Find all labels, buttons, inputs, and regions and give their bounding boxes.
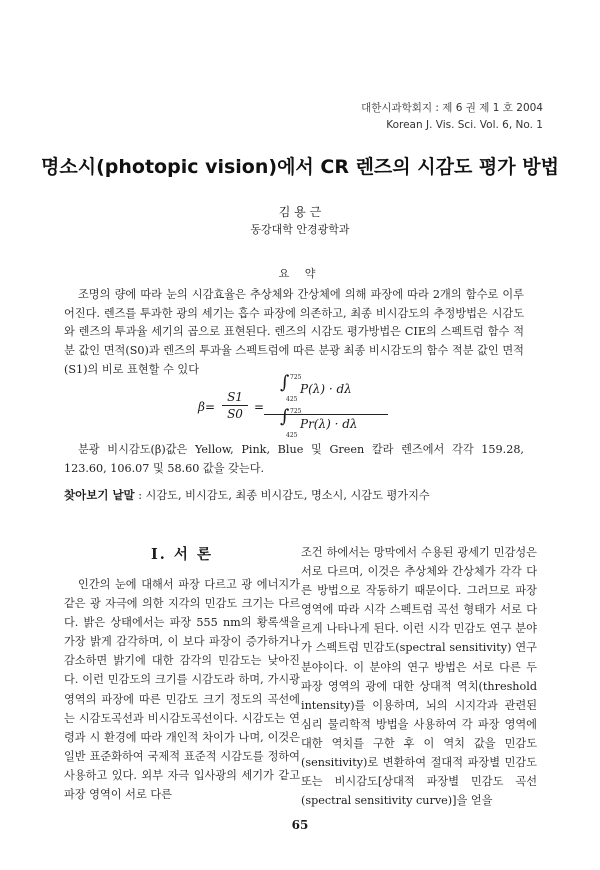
- formula-s1: S1: [227, 390, 243, 404]
- right-column-paragraph: 조건 하에서는 망막에서 수용된 광세기 민감성은 서로 다르며, 이것은 추상체와 간상체가 각각 다른 방법으로 작동하기 때문이다. 그러므로 파장 영역에 따라 시각 스펙트럼 곡선 형태가 서로 다르게 나타나게 된다. 이런 시각 민감도 연구 분야가 스펙트럼 민감도(spectral sensitivity) 연구 분야이다. 이 분야의 연구 방법은 서로 다른 두 파장 영역의 광에 대한 상대적 역치(threshold intensity)를 이용하며, 뇌의 시지각과 관련된 심리 물리학적 방법을 사용하여 각 파장 영역에 대한 역치를 구한 후 이 역치 값을 민감도(sensitivity)로 변환하여 절대적 파장별 민감도 또는 비시감도[상대적 파장별 민감도 곡선(spectral sensitivity curve)]을 얻을: [301, 546, 537, 808]
- formula-s-ratio: [222, 390, 248, 421]
- lower-limit-bottom: 425: [286, 432, 298, 439]
- abstract-paragraph-2: 분광 비시감도(β)값은 Yellow, Pink, Blue 및 Green 칼라 렌즈에서 각각 159.28, 123.60, 106.07 및 58.60 값을 갖는다.: [64, 443, 524, 475]
- body-column-left: [64, 575, 300, 804]
- integral-sign-top: ∫: [280, 372, 290, 393]
- formula-lhs: β=: [198, 400, 215, 414]
- section-heading: I. 서 론: [151, 546, 213, 563]
- journal-line-korean: 대한시과학회지 : 제 6 권 제 1 호 2004: [361, 102, 543, 114]
- upper-limit-top: 725: [290, 374, 302, 381]
- left-column-paragraph: 인간의 눈에 대해서 파장 다르고 광 에너지가 같은 광 자극에 의한 지각의 민감도 크기는 다르다. 밝은 상태에서는 파장 555 nm의 황록색을 가장 밝게 감각하며, 이 보다 파장이 증가하거나 감소하면 밝기에 대한 감각의 민감도는 낮아진다. 이런 민감도의 크기를 시감도라 하며, 가시광 영역의 파장에 따른 민감도 크기 정도의 곡선에는 시감도곡선과 비시감도곡선이다. 시감도는 연령과 시 환경에 따라 개인적 차이가 나며, 이것은 일반 표준화하여 국제적 표준적 시감도를 정하여 사용하고 있다. 외부 자극 입사광의 세기가 같고 파장 영역이 서로 다른: [64, 578, 300, 802]
- journal-citation: [361, 100, 543, 134]
- keywords: [64, 487, 534, 503]
- lower-limit-top: 425: [286, 396, 298, 403]
- keywords-label: 찾아보기 낱말: [64, 488, 135, 502]
- abstract-paragraph-1: 조명의 량에 따라 눈의 시감효율은 추상체와 간상체에 의해 파장에 따라 2개의 함수로 이루어진다. 렌즈를 투과한 광의 세기는 흡수 파장에 의존하고, 최종 비시감도의 추정방법은 시감도와 렌즈의 투과율 세기의 곱으로 표현된다. 렌즈의 시감도 평가방법은 CIE의 스펙트럼 함수 적분 값인 면적(S0)과 렌즈의 투과율 스펙트럼에 따른 분광 최종 비시감도의 함수 적분 값인 면적(S1)의 비로 표현할 수 있다: [64, 288, 524, 376]
- integral-denominator: Pr(λ) · dλ: [300, 417, 358, 431]
- keywords-text: : 시감도, 비시감도, 최종 비시감도, 명소시, 시감도 평가지수: [138, 489, 430, 502]
- author-affiliation: 동강대학 안경광학과: [250, 223, 350, 236]
- integral-sign-bottom: ∫: [280, 406, 290, 427]
- abstract-body: [64, 286, 524, 380]
- page-number: 65: [291, 818, 309, 832]
- abstract-results: [64, 441, 524, 478]
- formula-equals: =: [254, 400, 265, 414]
- formula-s0: S0: [227, 407, 243, 421]
- fraction-bar: [222, 405, 248, 406]
- upper-limit-bottom: 725: [290, 408, 302, 415]
- abstract-heading: 요 약: [278, 267, 322, 280]
- journal-line-english: Korean J. Vis. Sci. Vol. 6, No. 1: [386, 119, 543, 131]
- body-column-right: [301, 543, 537, 810]
- paper-title: 명소시(photopic vision)에서 CR 렌즈의 시감도 평가 방법: [41, 156, 559, 178]
- author-name: 김 용 근: [278, 205, 322, 219]
- integral-numerator: P(λ) · dλ: [300, 382, 352, 396]
- beta-formula: [198, 372, 418, 448]
